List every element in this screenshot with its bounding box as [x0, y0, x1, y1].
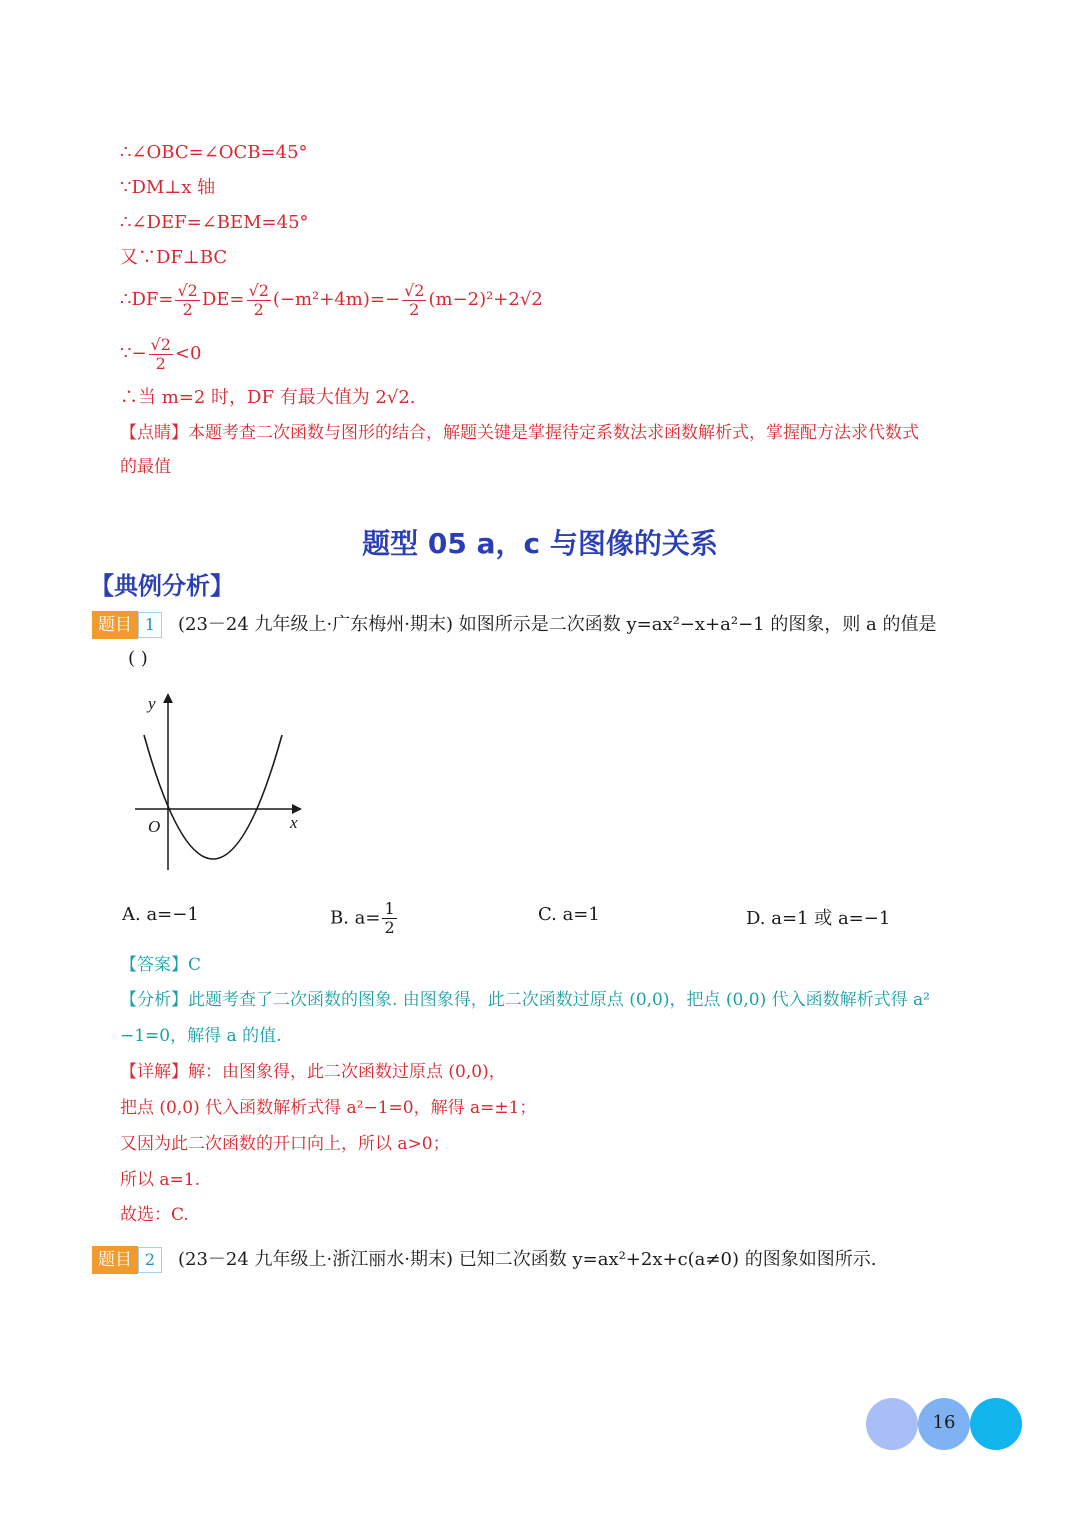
expr-end: (m−2)²+2√2 [428, 289, 543, 310]
answer-blank: ( ) [128, 648, 148, 669]
remark-line-2: 的最值 [120, 457, 171, 477]
answer-line: 【答案】C [120, 955, 202, 975]
fraction-sqrt2-over-2: $\frac{√2}{2}$ [177, 280, 198, 319]
solution-line-6 [120, 334, 201, 374]
detail-line-3: 又因为此二次函数的开口向上，所以 a>0； [120, 1134, 450, 1154]
remark-line-1: 【点睛】本题考查二次函数与图形的结合，解题关键是掌握待定系数法求函数解析式，掌握配方法求代数式 [120, 423, 919, 443]
expr-middle: (−m²+4m)=− [272, 289, 401, 310]
y-axis-arrow [163, 693, 173, 703]
options-row [122, 900, 922, 940]
detail-line-5: 故选：C. [120, 1205, 189, 1225]
less-than-zero: <0 [174, 343, 202, 364]
solution-line-5 [120, 280, 543, 320]
question-label: 题目 [92, 1246, 138, 1274]
x-axis-label: x [290, 813, 298, 832]
solution-line-1: ∴∠OBC=∠OCB=45° [120, 142, 308, 163]
question-2-badge [92, 1246, 162, 1274]
analysis-line-1: 【分析】此题考查了二次函数的图象. 由图象得，此二次函数过原点 (0,0)，把点 (0,0) 代入函数解析式得 a² [120, 990, 930, 1010]
page-number-badge [866, 1398, 1026, 1452]
detail-line-4: 所以 a=1. [120, 1170, 201, 1190]
question-1-badge [92, 611, 162, 639]
fraction-sqrt2-over-2: $\frac{√2}{2}$ [150, 334, 171, 373]
page-circle-left [866, 1398, 918, 1450]
option-b[interactable] [330, 900, 399, 937]
option-a[interactable]: A. a=−1 [122, 904, 199, 925]
option-b-fraction: $\frac{1}{2}$ [384, 899, 395, 937]
page-number: 16 [932, 1412, 956, 1433]
option-d[interactable]: D. a=1 或 a=−1 [746, 908, 891, 929]
page-circle-right [970, 1398, 1022, 1450]
y-axis-label: y [148, 694, 156, 713]
de-text: DE= [201, 289, 245, 310]
origin-label: O [148, 817, 161, 836]
solution-line-7: ∴当 m=2 时，DF 有最大值为 2√2. [120, 387, 416, 408]
question-number: 2 [138, 1247, 162, 1273]
fraction-sqrt2-over-2: $\frac{√2}{2}$ [404, 280, 425, 319]
parabola-graph [130, 685, 310, 875]
because-neg: ∵− [120, 343, 147, 364]
solution-line-2: ∵DM⊥x 轴 [120, 177, 216, 198]
question-1-text: (23－24 九年级上·广东梅州·期末) 如图所示是二次函数 y=ax²−x+a²−1 的图象，则 a 的值是 [178, 614, 937, 635]
question-2-text: (23－24 九年级上·浙江丽水·期末) 已知二次函数 y=ax²+2x+c(a≠0) 的图象如图所示. [178, 1249, 877, 1270]
question-number: 1 [138, 612, 162, 638]
fraction-sqrt2-over-2: $\frac{√2}{2}$ [248, 280, 269, 319]
question-label: 题目 [92, 611, 138, 639]
solution-line-3: ∴∠DEF=∠BEM=45° [120, 212, 309, 233]
df-prefix: ∴DF= [120, 289, 174, 310]
analysis-line-2: −1=0，解得 a 的值. [120, 1026, 282, 1046]
detail-line-2: 把点 (0,0) 代入函数解析式得 a²−1=0，解得 a=±1； [120, 1098, 537, 1118]
section-title: 题型 05 a，c 与图像的关系 [362, 527, 718, 560]
option-c[interactable]: C. a=1 [538, 904, 600, 925]
solution-line-4: 又∵DF⊥BC [120, 247, 228, 268]
option-b-prefix: B. a= [330, 907, 381, 929]
example-heading: 【典例分析】 [90, 572, 234, 600]
parabola-curve [144, 735, 282, 859]
detail-line-1: 【详解】解：由图象得，此二次函数过原点 (0,0)， [120, 1062, 506, 1082]
